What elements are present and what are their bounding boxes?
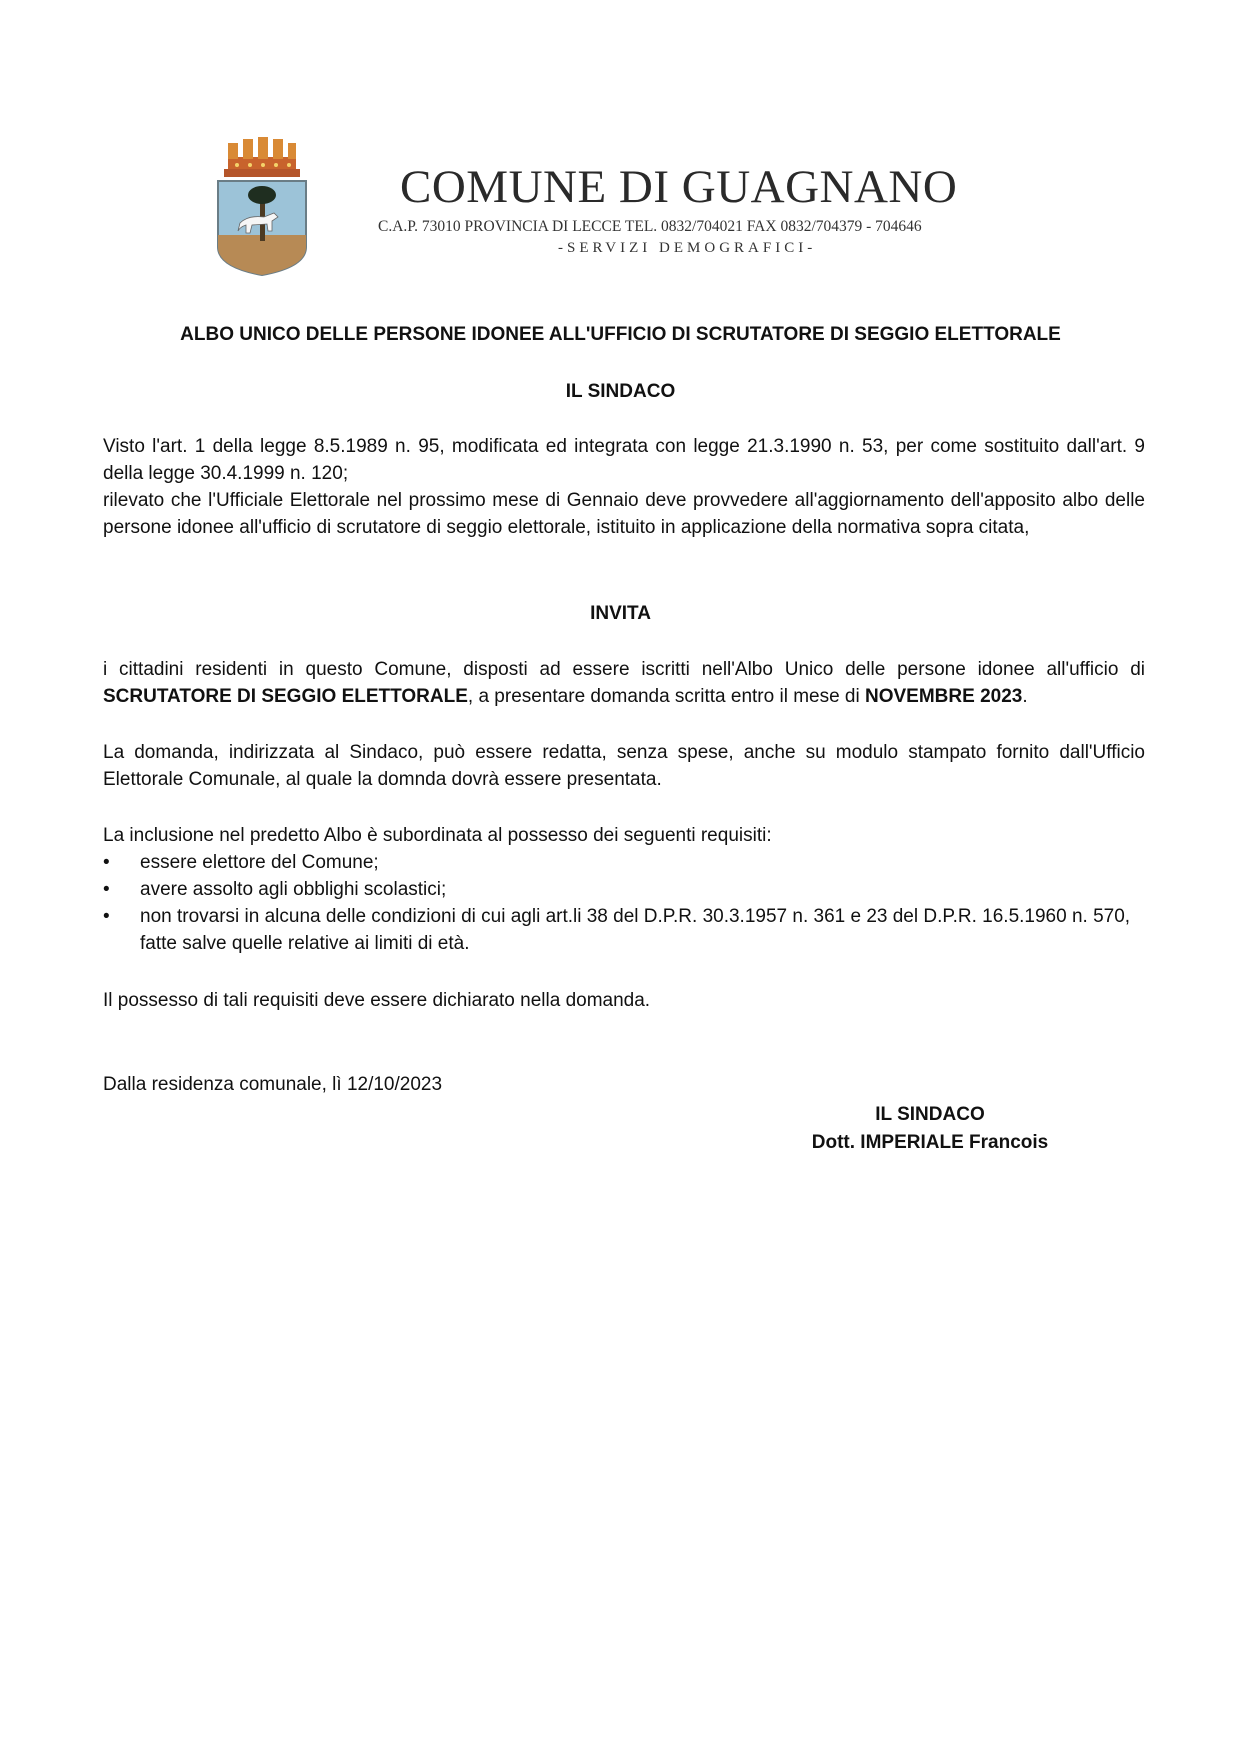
department-name: -SERVIZI DEMOGRAFICI- bbox=[558, 240, 817, 256]
signature-name: Dott. IMPERIALE Francois bbox=[811, 1132, 1049, 1153]
requirement-text: non trovarsi in alcuna delle condizioni di cui agli art.li 38 del D.P.R. 30.3.1957 n. 361 e 23 del D.P.R. 16.5.1960 n. 570, fatte salve quelle relative ai limiti di età. bbox=[140, 906, 1131, 954]
bullet-icon: • bbox=[103, 906, 110, 927]
invite-deadline: NOVEMBRE 2023 bbox=[865, 686, 1023, 707]
application-paragraph: La domanda, indirizzata al Sindaco, può essere redatta, senza spese, anche su modulo stampato fornito dall'Ufficio Elettorale Comunale, al quale la domnda dovrà essere presentata. bbox=[103, 742, 1145, 790]
requirements-section bbox=[103, 822, 1145, 957]
issuer-heading: IL SINDACO bbox=[565, 381, 676, 402]
bullet-icon: • bbox=[103, 852, 110, 873]
coat-of-arms-logo bbox=[212, 135, 312, 277]
action-heading: INVITA bbox=[590, 603, 651, 624]
preamble-section bbox=[103, 433, 1145, 541]
preamble-paragraph-1: Visto l'art. 1 della legge 8.5.1989 n. 95, modificata ed integrata con legge 21.3.1990 n. 53, per come sostituito dall'art. 9 della legge 30.4.1999 n. 120; bbox=[103, 436, 1145, 484]
requirement-text: avere assolto agli obblighi scolastici; bbox=[140, 879, 447, 900]
contact-line: C.A.P. 73010 PROVINCIA DI LECCE TEL. 0832/704021 FAX 0832/704379 - 704646 bbox=[378, 218, 922, 235]
requirements-list bbox=[103, 849, 1145, 957]
bullet-icon: • bbox=[103, 879, 110, 900]
invite-paragraph bbox=[103, 656, 1145, 710]
preamble-paragraph-2: rilevato che l'Ufficiale Elettorale nel prossimo mese di Gennaio deve provvedere all'aggiornamento dell'apposito albo delle persone idonee all'ufficio di scrutatore di seggio elettorale, istituito in applicazione della normativa sopra citata, bbox=[103, 490, 1145, 538]
place-date: Dalla residenza comunale, lì 12/10/2023 bbox=[103, 1074, 443, 1095]
declaration-section bbox=[103, 987, 1145, 1014]
invite-text-2: , a presentare domanda scritta entro il mese di bbox=[467, 686, 865, 707]
invite-text-1: i cittadini residenti in questo Comune, disposti ad essere iscritti nell'Albo Unico delle persone idonee all'ufficio di bbox=[103, 659, 1145, 680]
list-item bbox=[103, 849, 1145, 876]
signature-block bbox=[700, 1101, 1160, 1157]
requirements-intro: La inclusione nel predetto Albo è subordinata al possesso dei seguenti requisiti: bbox=[103, 825, 772, 846]
list-item bbox=[103, 876, 1145, 903]
place-date-section bbox=[103, 1071, 1145, 1098]
document-title: ALBO UNICO DELLE PERSONE IDONEE ALL'UFFICIO DI SCRUTATORE DI SEGGIO ELETTORALE bbox=[180, 324, 1061, 345]
list-item bbox=[103, 903, 1145, 957]
signature-title: IL SINDACO bbox=[875, 1104, 985, 1125]
invite-section bbox=[103, 656, 1145, 710]
invite-role: SCRUTATORE DI SEGGIO ELETTORALE bbox=[103, 686, 468, 707]
requirement-text: essere elettore del Comune; bbox=[140, 852, 379, 873]
municipality-name: COMUNE DI GUAGNANO bbox=[400, 161, 958, 213]
declaration-text: Il possesso di tali requisiti deve essere dichiarato nella domanda. bbox=[103, 990, 651, 1011]
application-section bbox=[103, 739, 1145, 793]
invite-text-3: . bbox=[1022, 686, 1028, 707]
